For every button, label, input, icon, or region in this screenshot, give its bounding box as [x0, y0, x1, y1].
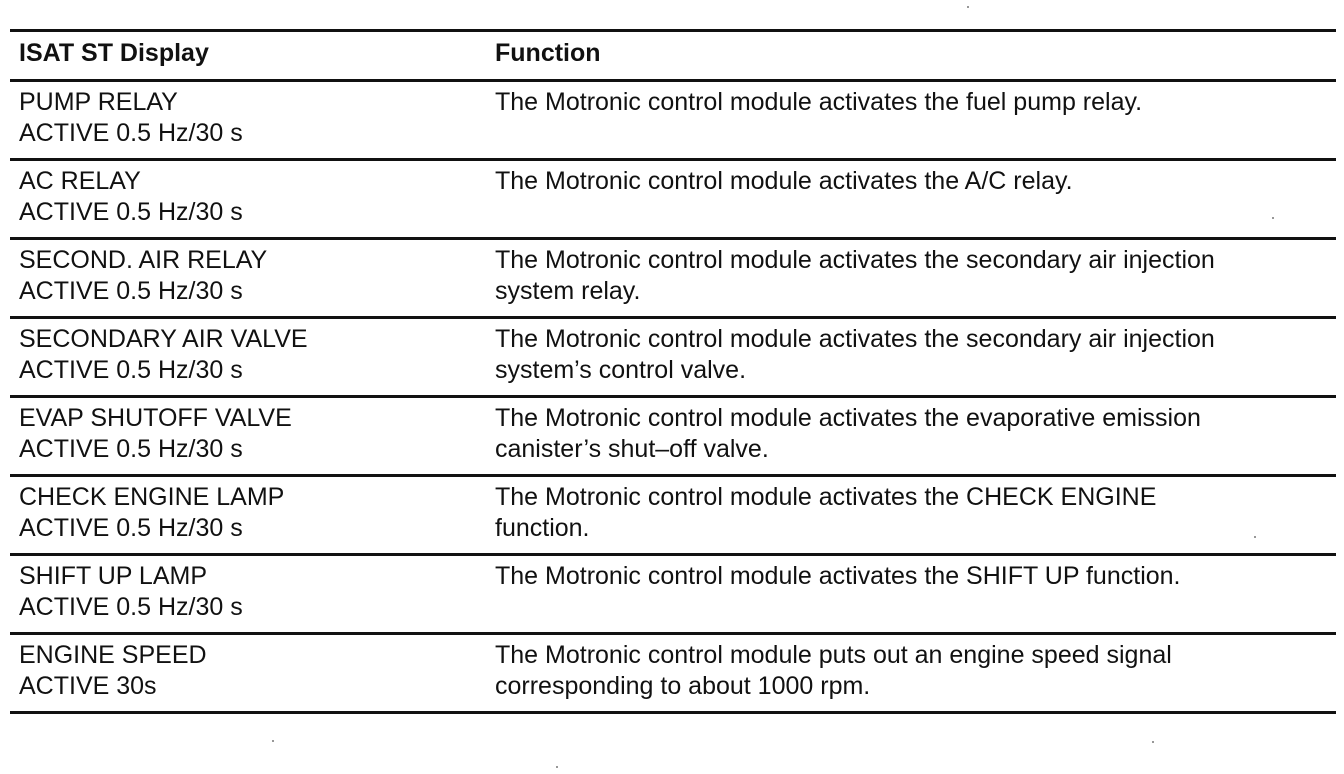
function-cell [486, 476, 1336, 555]
table-header [10, 31, 1336, 81]
scan-speck [556, 766, 558, 768]
display-mode: ACTIVE 0.5 Hz/30 s [19, 198, 243, 226]
function-text-line: The Motronic control module puts out an engine speed signal [495, 641, 1172, 669]
display-name: SECOND. AIR RELAY [19, 246, 268, 274]
display-mode: ACTIVE 0.5 Hz/30 s [19, 593, 243, 621]
function-text-line: The Motronic control module activates the fuel pump relay. [495, 88, 1143, 116]
display-name: SECONDARY AIR VALVE [19, 325, 308, 353]
function-cell [486, 555, 1336, 634]
function-cell [486, 81, 1336, 160]
function-text-line: corresponding to about 1000 rpm. [495, 672, 871, 700]
table-row [10, 318, 1336, 397]
isat-display-cell [10, 318, 486, 397]
function-cell [486, 239, 1336, 318]
display-mode: ACTIVE 0.5 Hz/30 s [19, 514, 243, 542]
display-name: EVAP SHUTOFF VALVE [19, 404, 292, 432]
display-name: CHECK ENGINE LAMP [19, 483, 285, 511]
display-mode: ACTIVE 0.5 Hz/30 s [19, 356, 243, 384]
isat-display-cell [10, 239, 486, 318]
display-name: ENGINE SPEED [19, 641, 207, 669]
function-cell [486, 318, 1336, 397]
isat-display-cell [10, 160, 486, 239]
scan-speck [1272, 217, 1274, 219]
function-cell [486, 160, 1336, 239]
table-row [10, 476, 1336, 555]
function-text-line: The Motronic control module activates the secondary air injection [495, 246, 1215, 274]
table-row [10, 81, 1336, 160]
table-body [10, 81, 1336, 713]
function-text-line: The Motronic control module activates the SHIFT UP function. [495, 562, 1181, 590]
display-mode: ACTIVE 0.5 Hz/30 s [19, 435, 243, 463]
isat-display-cell [10, 397, 486, 476]
isat-function-table-container [10, 29, 1336, 714]
display-name: AC RELAY [19, 167, 141, 195]
header-function: Function [486, 31, 1336, 81]
function-cell [486, 634, 1336, 713]
function-text-line: The Motronic control module activates the A/C relay. [495, 167, 1073, 195]
scan-speck [272, 740, 274, 742]
display-mode: ACTIVE 0.5 Hz/30 s [19, 119, 243, 147]
display-name: PUMP RELAY [19, 88, 178, 116]
table-row [10, 160, 1336, 239]
scan-speck [1152, 741, 1154, 743]
table-row [10, 555, 1336, 634]
table-row [10, 239, 1336, 318]
function-text-line: The Motronic control module activates the evaporative emission [495, 404, 1201, 432]
isat-display-cell [10, 81, 486, 160]
isat-function-table [10, 29, 1336, 714]
display-name: SHIFT UP LAMP [19, 562, 208, 590]
function-text-line: The Motronic control module activates the secondary air injection [495, 325, 1215, 353]
function-cell [486, 397, 1336, 476]
isat-display-cell [10, 476, 486, 555]
isat-display-cell [10, 555, 486, 634]
header-row [10, 31, 1336, 81]
table-row [10, 634, 1336, 713]
function-text-line: The Motronic control module activates the CHECK ENGINE [495, 483, 1157, 511]
function-text-line: system relay. [495, 277, 641, 305]
function-text-line: function. [495, 514, 590, 542]
isat-display-cell [10, 634, 486, 713]
header-isat-st-display: ISAT ST Display [10, 31, 486, 81]
function-text-line: canister’s shut–off valve. [495, 435, 769, 463]
display-mode: ACTIVE 30s [19, 672, 157, 700]
scan-speck [967, 6, 969, 8]
function-text-line: system’s control valve. [495, 356, 747, 384]
display-mode: ACTIVE 0.5 Hz/30 s [19, 277, 243, 305]
table-row [10, 397, 1336, 476]
scan-speck [1254, 536, 1256, 538]
